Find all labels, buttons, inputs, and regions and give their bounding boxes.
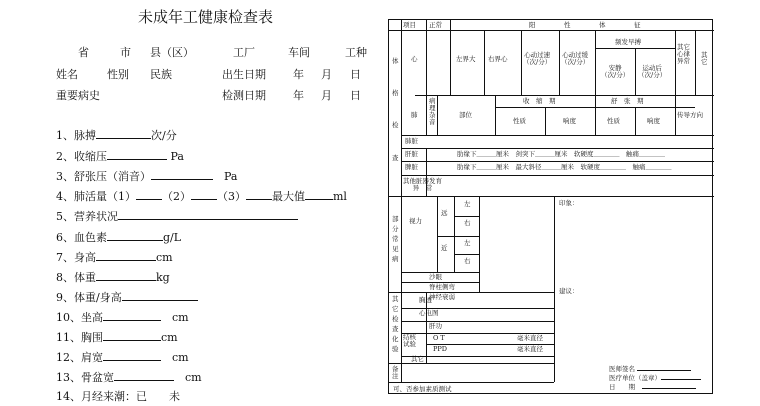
spleen-detail: 肋缘下＿＿＿厘米 最大斜径＿＿＿厘米 软硬度＿＿＿＿ 触痛＿＿＿＿ <box>457 163 672 171</box>
ot-label: O T <box>433 334 445 342</box>
list-item: 9、体重/身高 <box>56 289 198 305</box>
liver-detail: 肋缘下＿＿＿厘米 剑突下＿＿＿厘米 软硬度＿＿＿＿ 触痛＿＿＿＿ <box>457 150 665 158</box>
remark-label: 备 注 <box>392 365 399 380</box>
heart-other-label: 其 它 <box>701 51 708 66</box>
list-item: 3、舒张压（消音） Pa <box>56 170 238 183</box>
other-exam-side-4: 查 <box>392 325 399 333</box>
list-item: 5、营养状况 <box>56 208 298 224</box>
other-tests-label: 其它 <box>411 355 424 363</box>
exam-month: 月 <box>321 89 332 102</box>
bradycardia-label: 心动过缓 （次/分） <box>561 51 590 66</box>
other-exam-side-2: 它 <box>392 305 399 313</box>
far-left: 左 <box>464 200 471 208</box>
date-label: 日 期 <box>609 382 696 391</box>
heart-label: 心 <box>411 55 418 63</box>
positive-header-1: 阳 <box>529 21 536 29</box>
rest-rate-label: 安静 （次/分） <box>601 64 630 79</box>
tb-test-label: 结核 试验 <box>403 333 416 348</box>
birth-date-label: 出生日期 <box>222 68 266 81</box>
lung-organ-label: 肺脏 <box>405 137 418 145</box>
side-body-1: 体 <box>392 57 399 65</box>
systolic-label: 收 缩 期 <box>523 97 556 105</box>
other-exam-side-5: 化 <box>392 335 399 343</box>
diastolic-label: 舒 张 期 <box>611 97 644 105</box>
near-vision-label: 近 <box>441 244 448 252</box>
conduction-direction-label: 传导方向 <box>677 111 703 119</box>
neurasthenia-label: 神经衰弱 <box>429 293 455 301</box>
heart-left-enlarged: 左界大 <box>456 55 476 63</box>
tachycardia-label: 心动过速 （次/分） <box>523 51 552 66</box>
factory-label: 工厂 <box>233 46 255 59</box>
medical-unit-label: 医疗单位（盖章） <box>609 373 701 382</box>
lung-label: 肺 <box>411 111 418 119</box>
partial-side-4: 见 <box>392 245 399 253</box>
ecg-label: 心电图 <box>419 309 439 317</box>
city-label: 市 <box>120 46 131 59</box>
other-rhythm-label: 其它 心律 异常 <box>677 43 690 65</box>
positive-header-3: 体 <box>599 21 606 29</box>
exam-date-label: 检测日期 <box>222 89 266 102</box>
liver-function-label: 肝功 <box>429 322 442 330</box>
after-exercise-label: 运动后 （次/分） <box>638 64 667 79</box>
item-header: 项目 <box>403 21 416 29</box>
impression-label: 印象： <box>559 199 579 207</box>
frequent-premature-label: 频发早搏 <box>615 38 641 46</box>
partial-side-5: 病 <box>392 255 399 263</box>
scoliosis-label: 脊柱侧弯 <box>429 283 455 291</box>
list-item: 14、月经来潮：已 未 <box>56 390 180 403</box>
sex-label: 性别 <box>107 68 129 81</box>
province-label: 省 <box>78 46 89 59</box>
vision-label: 视力 <box>409 217 422 225</box>
list-item: 13、骨盆宽 cm <box>56 371 202 384</box>
positive-header-4: 征 <box>634 21 641 29</box>
other-exam-side-6: 验 <box>392 345 399 353</box>
chest-xray-label: 胸透 <box>419 296 432 304</box>
county-label: 县（区） <box>150 46 194 59</box>
partial-side-3: 常 <box>392 235 399 243</box>
diastolic-nature: 性质 <box>607 117 620 125</box>
ppd-label: PPD <box>433 345 447 353</box>
exam-form-table <box>388 19 713 394</box>
systolic-loudness: 响度 <box>563 117 576 125</box>
partial-side-2: 分 <box>392 225 399 233</box>
list-item: 7、身高 cm <box>56 251 173 264</box>
diastolic-loudness: 响度 <box>647 117 660 125</box>
ot-mm-label: 毫米直径 <box>517 334 543 342</box>
exam-day: 日 <box>350 89 361 102</box>
form-title: 未成年工健康检查表 <box>138 8 274 26</box>
side-body-4: 查 <box>392 154 399 162</box>
pathologic-murmur-label: 病 理 杂 音 <box>429 97 436 126</box>
list-item: 6、血色素 g/L <box>56 231 182 244</box>
systolic-nature: 性质 <box>513 117 526 125</box>
list-item: 1、脉搏 次/分 <box>56 129 177 142</box>
murmur-part-label: 部位 <box>459 111 472 119</box>
near-right: 右 <box>464 257 471 265</box>
fitness-test-footer: 可、否参加素质测试 <box>393 385 452 393</box>
side-body-2: 格 <box>392 89 399 97</box>
liver-label: 肝脏 <box>405 150 418 158</box>
heart-right-enlarged: 右界心 <box>488 55 508 63</box>
far-vision-label: 远 <box>441 209 448 217</box>
far-right: 右 <box>464 219 471 227</box>
partial-side-1: 部 <box>392 215 399 223</box>
trachoma-label: 沙眼 <box>429 273 442 281</box>
near-left: 左 <box>464 239 471 247</box>
other-exam-side-3: 检 <box>392 315 399 323</box>
birth-day: 日 <box>350 68 361 81</box>
other-organ-label: 其他脏器发育 异 常 <box>403 177 442 192</box>
workshop-label: 车间 <box>288 46 310 59</box>
worktype-label: 工种 <box>345 46 367 59</box>
list-item: 4、肺活量（1） （2） （3） 最大值 ml <box>56 190 347 203</box>
spleen-label: 脾脏 <box>405 163 418 171</box>
positive-header-2: 性 <box>564 21 571 29</box>
ethnicity-label: 民族 <box>150 68 172 81</box>
side-body-3: 检 <box>392 121 399 129</box>
history-label: 重要病史 <box>56 89 100 102</box>
list-item: 8、体重 kg <box>56 271 170 284</box>
ppd-mm-label: 毫米直径 <box>517 345 543 353</box>
birth-year: 年 <box>293 68 304 81</box>
other-exam-side-1: 其 <box>392 295 399 303</box>
list-item: 2、收缩压 Pa <box>56 150 184 163</box>
list-item: 11、胸围 cm <box>56 331 178 344</box>
birth-month: 月 <box>321 68 332 81</box>
list-item: 10、坐高 cm <box>56 311 189 324</box>
suggestion-label: 建议： <box>559 287 579 295</box>
normal-header: 正常 <box>429 21 442 29</box>
exam-year: 年 <box>293 89 304 102</box>
name-label: 姓名 <box>56 68 78 81</box>
list-item: 12、肩宽 cm <box>56 351 189 364</box>
doctor-signature-label: 医师签名 <box>609 364 691 373</box>
